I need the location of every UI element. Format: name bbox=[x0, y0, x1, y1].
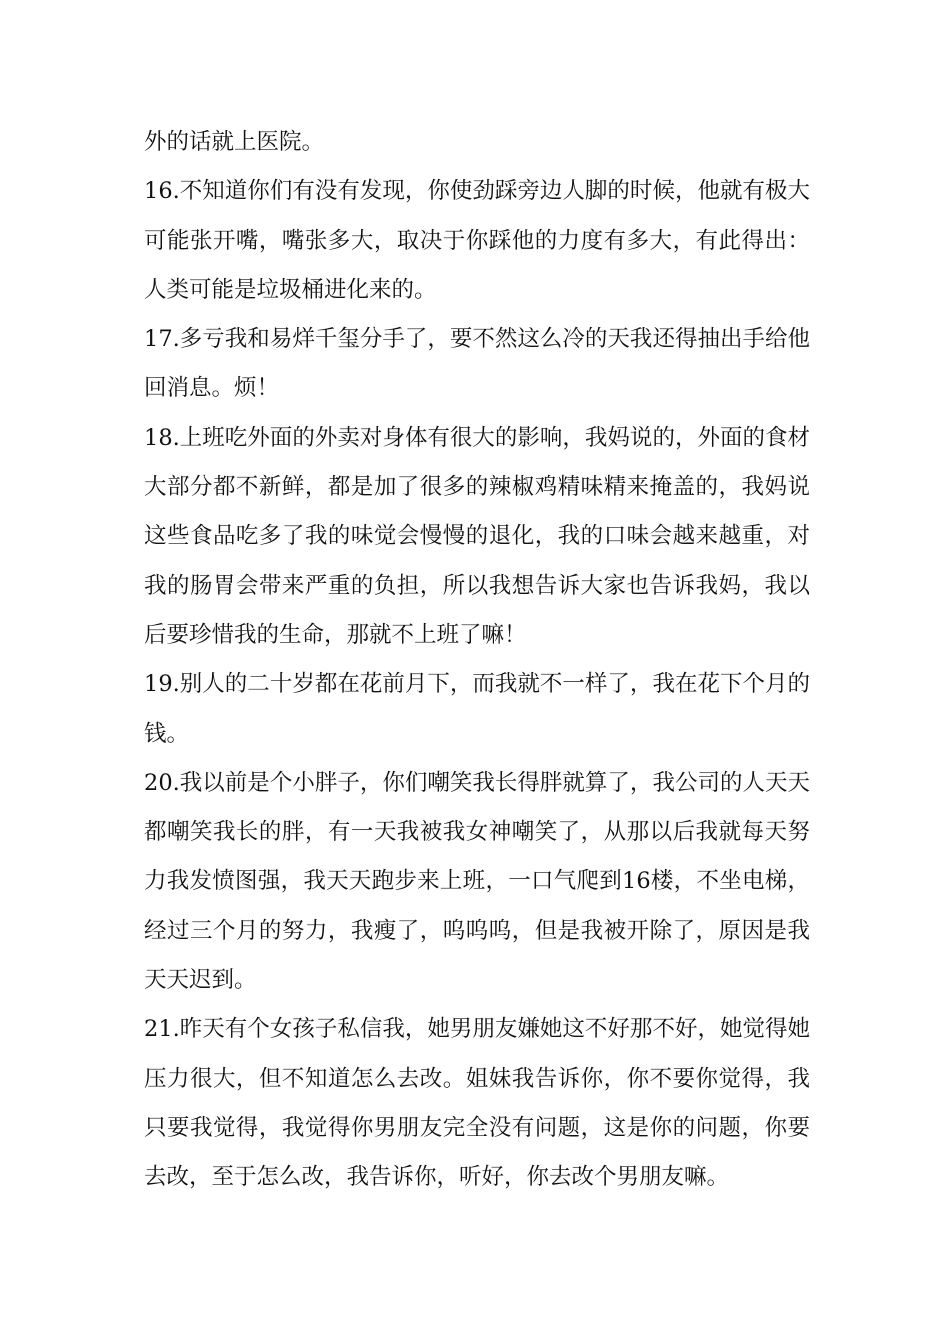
paragraph-item-19: 19.别人的二十岁都在花前月下，而我就不一样了，我在花下个月的钱。 bbox=[144, 671, 810, 747]
paragraph-continuation: 外的话就上医院。 bbox=[144, 129, 325, 155]
paragraph-item-21: 21.昨天有个女孩子私信我，她男朋友嫌她这不好那不好，她觉得她压力很大，但不知道怎么去改。姐妹我告诉你，你不要你觉得，我只要我觉得，我觉得你男朋友完全没有问题，这是你的问题，你要去改，至于怎么改，我告诉你，听好，你去改个男朋友嘛。 bbox=[144, 1016, 810, 1191]
document-page bbox=[144, 118, 810, 1203]
paragraph-item-18: 18.上班吃外面的外卖对身体有很大的影响，我妈说的，外面的食材大部分都不新鲜，都是加了很多的辣椒鸡精味精来掩盖的，我妈说这些食品吃多了我的味觉会慢慢的退化，我的口味会越来越重，对我的肠胃会带来严重的负担，所以我想告诉大家也告诉我妈，我以后要珍惜我的生命，那就不上班了嘛！ bbox=[144, 424, 810, 648]
paragraph-item-20: 20.我以前是个小胖子，你们嘲笑我长得胖就算了，我公司的人天天都嘲笑我长的胖，有一天我被我女神嘲笑了，从那以后我就每天努力我发愤图强，我天天跑步来上班，一口气爬到16楼，不坐电梯，经过三个月的努力，我瘦了，呜呜呜，但是我被开除了，原因是我天天迟到。 bbox=[144, 769, 810, 994]
paragraph-item-17: 17.多亏我和易烊千玺分手了，要不然这么冷的天我还得抽出手给他回消息。烦！ bbox=[144, 326, 810, 402]
paragraph-item-16: 16.不知道你们有没有发现，你使劲踩旁边人脚的时候，他就有极大可能张开嘴，嘴张多大，取决于你踩他的力度有多大，有此得出：人类可能是垃圾桶进化来的。 bbox=[144, 178, 810, 303]
